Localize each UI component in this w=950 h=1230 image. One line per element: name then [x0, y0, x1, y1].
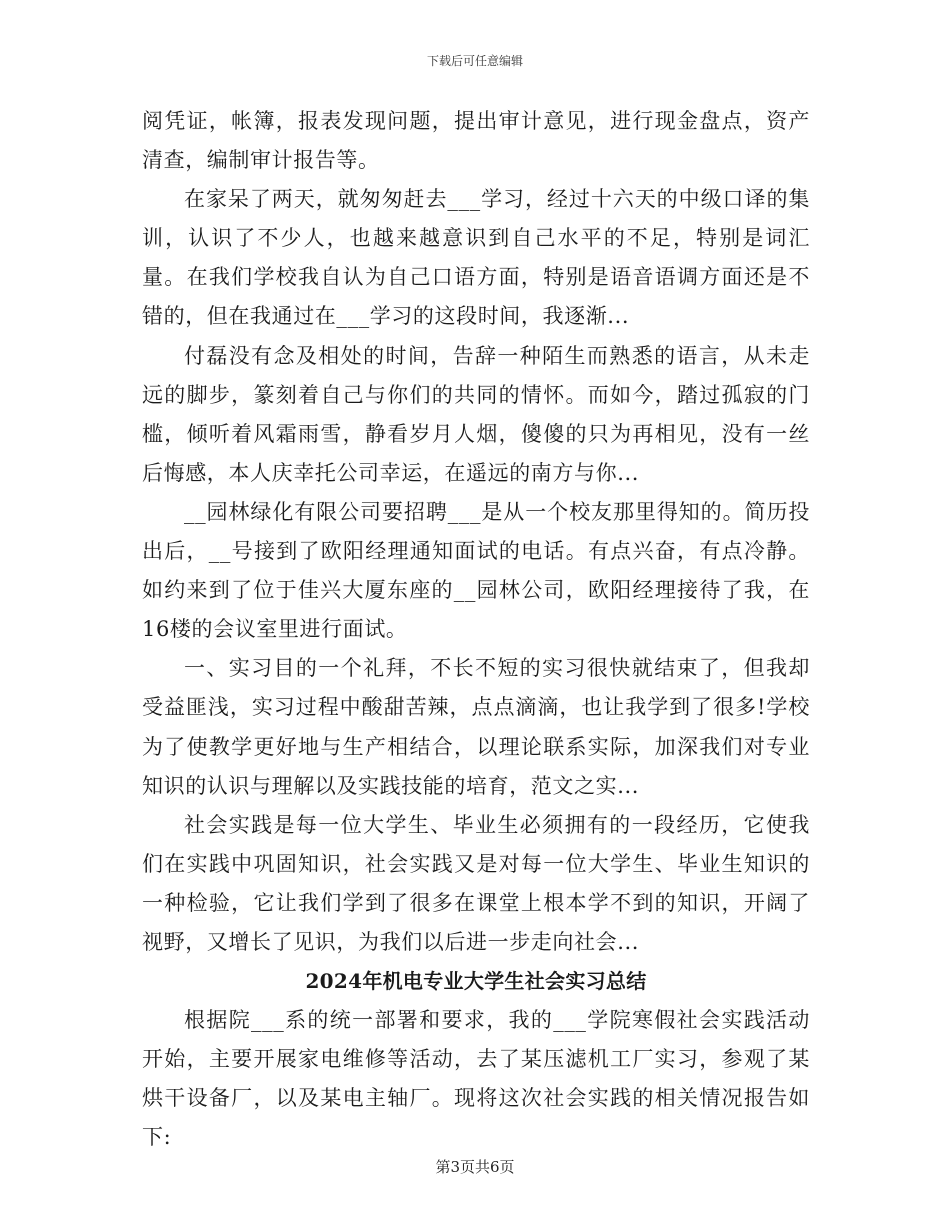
- section-title: 2024年机电专业大学生社会实习总结: [305, 969, 647, 994]
- document-body: [142, 102, 810, 1158]
- page-footer: 第3页共6页: [435, 1158, 515, 1176]
- paragraph-continuation: 阅凭证，帐簿，报表发现问题，提出审计意见，进行现金盘点，资产清查，编制审计报告等。: [142, 109, 810, 173]
- paragraph-social-practice: 社会实践是每一位大学生、毕业生必须拥有的一段经历，它使我们在实践中巩固知识，社会实践又是对每一位大学生、毕业生知识的一种检验，它让我们学到了很多在课堂上根本学不到的知识，开阔了视野，又增长了见识，为我们以后进一步走向社会...: [142, 812, 810, 954]
- paragraph-internship-purpose: 一、实习目的一个礼拜，不长不短的实习很快就结束了，但我却受益匪浅，实习过程中酸甜苦辣，点点滴滴，也让我学到了很多!学校为了使教学更好地与生产相结合，以理论联系实际，加深我们对专业知识的认识与理解以及实践技能的培育，范文之实...: [142, 656, 810, 798]
- paragraph-report-intro: 根据院___系的统一部署和要求，我的___学院寒假社会实践活动开始，主要开展家电维修等活动，去了某压滤机工厂实习，参观了某烘干设备厂，以及某电主轴厂。现将这次社会实践的相关情况报告如下:: [142, 1008, 810, 1150]
- page-header: 下载后可任意编辑: [426, 54, 523, 68]
- paragraph-interview: __园林绿化有限公司要招聘___是从一个校友那里得知的。简历投出后，__号接到了欧阳经理通知面试的电话。有点兴奋，有点冷静。如约来到了位于佳兴大厦东座的__园林公司，欧阳经理接待了我，在16楼的会议室里进行面试。: [142, 499, 810, 642]
- paragraph-interpretation-training: 在家呆了两天，就匆匆赶去___学习，经过十六天的中级口译的集训，认识了不少人，也越来越意识到自己水平的不足，特别是词汇量。在我们学校我自认为自己口语方面，特别是语音语调方面还是不错的，但在我通过在___学习的这段时间，我逐渐...: [142, 187, 810, 329]
- paragraph-farewell: 付磊没有念及相处的时间，告辞一种陌生而熟悉的语言，从未走远的脚步，篆刻着自己与你们的共同的情怀。而如今，踏过孤寂的门槛，倾听着风霜雨雪，静看岁月人烟，傻傻的只为再相见，没有一丝后悔感，本人庆幸托公司幸运，在遥远的南方与你...: [142, 343, 810, 485]
